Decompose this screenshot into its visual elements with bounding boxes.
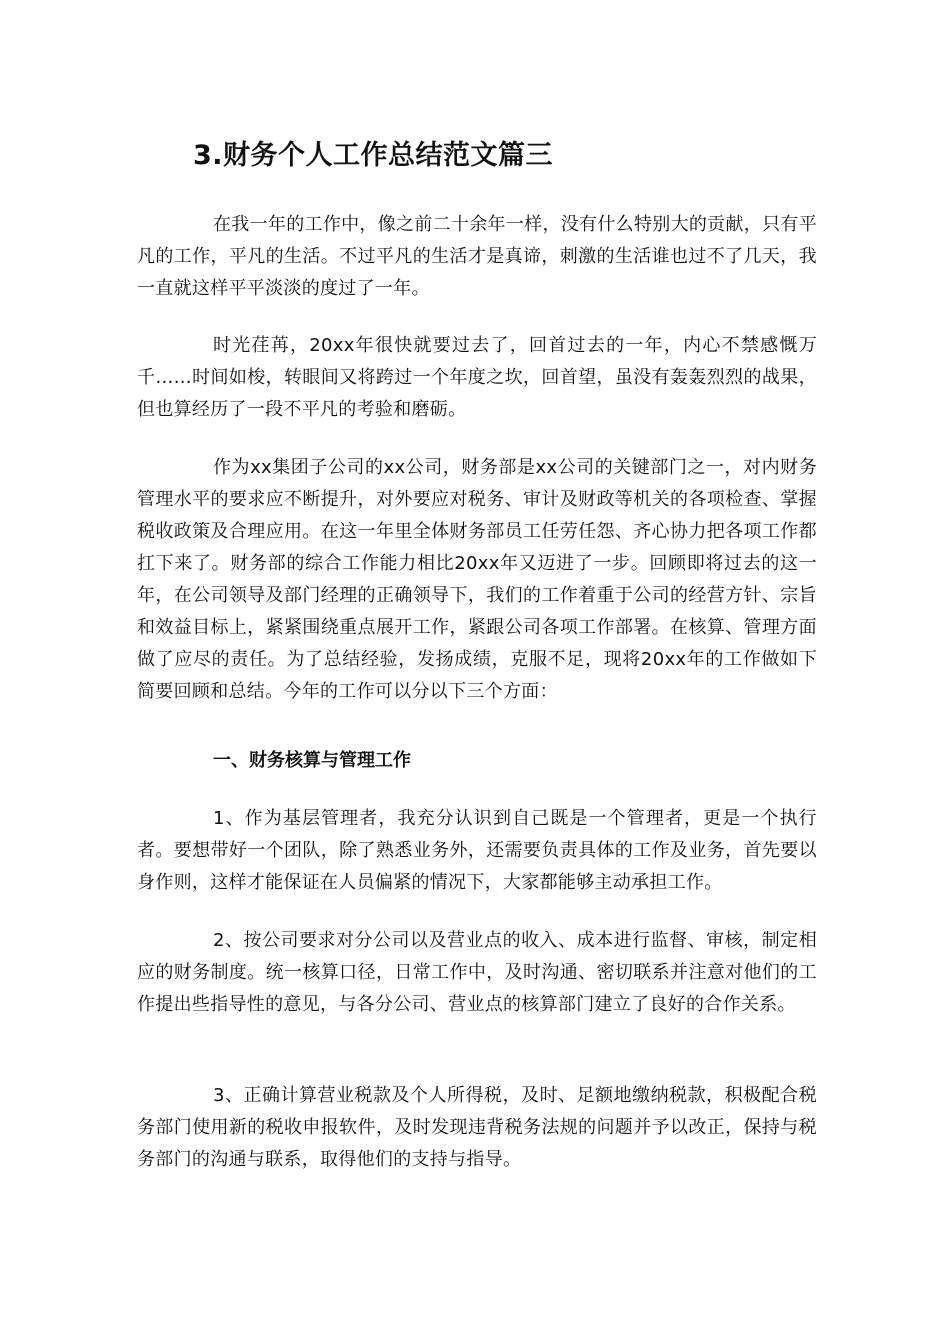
paragraph-time: 时光荏苒，20xx年很快就要过去了，回首过去的一年，内心不禁感慨万千……时间如梭，转眼间又将跨过一个年度之坎，回首望，虽没有轰轰烈烈的战果，但也算经历了一段不平凡的考验和磨砺。 bbox=[137, 335, 817, 420]
document-title: 3.财务个人工作总结范文篇三 bbox=[193, 140, 554, 171]
section-heading: 一、财务核算与管理工作 bbox=[213, 750, 411, 771]
list-item-1: 1、作为基层管理者，我充分认识到自己既是一个管理者，更是一个执行者。要想带好一个团队，除了熟悉业务外，还需要负责具体的工作及业务，首先要以身作则，这样才能保证在人员偏紧的情况下，大家都能够主动承担工作。 bbox=[137, 808, 817, 893]
list-item-3: 3、正确计算营业税款及个人所得税，及时、足额地缴纳税款，积极配合税务部门使用新的税收申报软件，及时发现违背税务法规的问题并予以改正，保持与税务部门的沟通与联系，取得他们的支持与指导。 bbox=[137, 1085, 817, 1170]
paragraph-intro: 在我一年的工作中，像之前二十余年一样，没有什么特别大的贡献，只有平凡的工作，平凡的生活。不过平凡的生活才是真谛，刺激的生活谁也过不了几天，我一直就这样平平淡淡的度过了一年。 bbox=[137, 214, 817, 299]
list-item-2: 2、按公司要求对分公司以及营业点的收入、成本进行监督、审核，制定相应的财务制度。统一核算口径，日常工作中，及时沟通、密切联系并注意对他们的工作提出些指导性的意见，与各分公司、营业点的核算部门建立了良好的合作关系。 bbox=[137, 930, 817, 1015]
paragraph-overview: 作为xx集团子公司的xx公司，财务部是xx公司的关键部门之一，对内财务管理水平的要求应不断提升，对外要应对税务、审计及财政等机关的各项检查、掌握税收政策及合理应用。在这一年里全体财务部员工任劳任怨、齐心协力把各项工作都扛下来了。财务部的综合工作能力相比20xx年又迈进了一步。回顾即将过去的这一年，在公司领导及部门经理的正确领导下，我们的工作着重于公司的经营方针、宗旨和效益目标上，紧紧围绕重点展开工作，紧跟公司各项工作部署。在核算、管理方面做了应尽的责任。为了总结经验，发扬成绩，克服不足，现将20xx年的工作做如下简要回顾和总结。今年的工作可以分以下三个方面： bbox=[137, 457, 817, 702]
